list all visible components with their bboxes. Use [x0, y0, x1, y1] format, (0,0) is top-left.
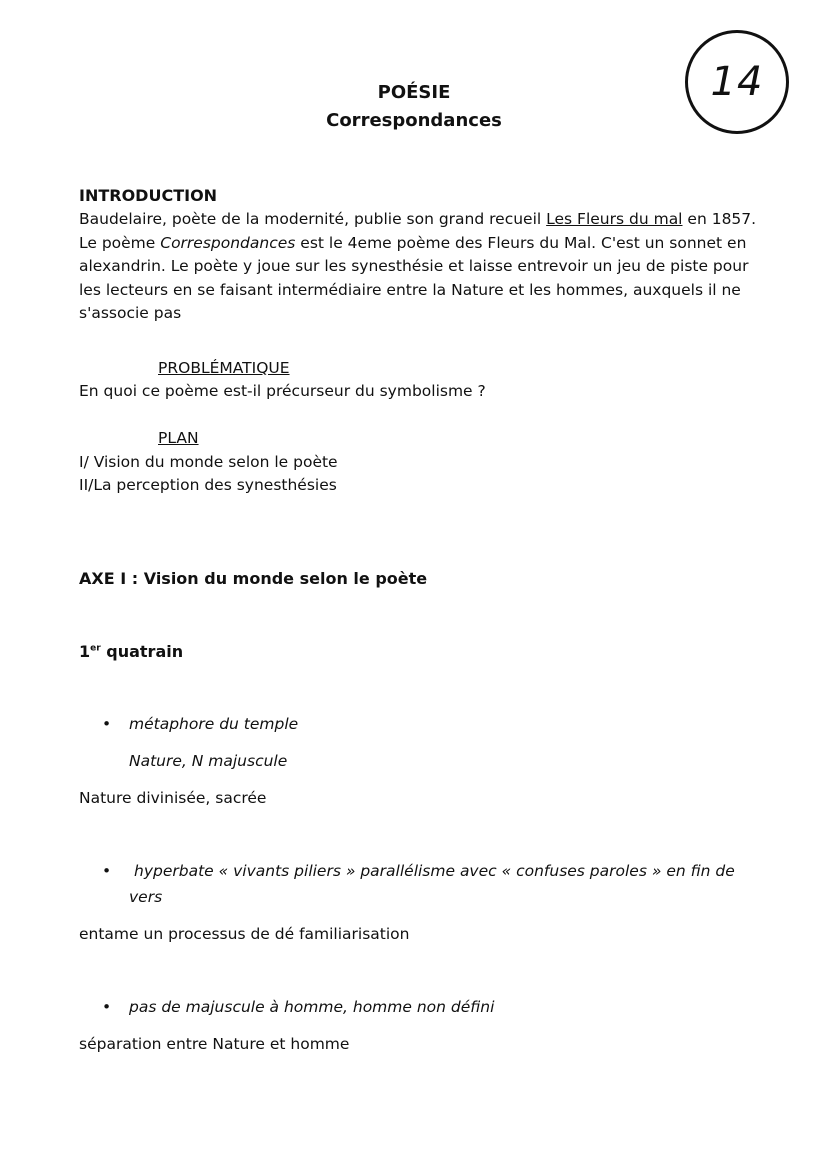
bullet-icon: • [102, 862, 112, 880]
plan-item: II/La perception des synesthésies [79, 476, 337, 494]
intro-text-1: Baudelaire, poète de la modernité, publie son grand recueil [79, 210, 547, 228]
note: entame un processus de dé familiarisation [79, 925, 410, 943]
intro-text-2: en 1857. [682, 210, 757, 228]
introduction-heading: INTRODUCTION [79, 186, 218, 205]
note: séparation entre Nature et homme [79, 1035, 350, 1053]
problematique-question: En quoi ce poème est-il précurseur du symbolisme ? [79, 382, 486, 400]
bullet-item-continuation: vers [129, 888, 163, 906]
bullet-subitem: Nature, N majuscule [129, 752, 288, 770]
page-title: POÉSIE [377, 82, 451, 103]
bullet-item: métaphore du temple [129, 715, 299, 733]
bullet-icon: • [102, 998, 112, 1016]
axe1-heading: AXE I : Vision du monde selon le poète [79, 569, 428, 588]
intro-text-4: est le 4eme poème des Fleurs du Mal. C'est un sonnet en alexandrin. Le poète y joue sur les synesthésie et laisse entrevoir un jeu de piste pour les lecteurs en se faisant intermédiaire entre la Nature et les hommes, auxquels il ne s'associe pas [79, 233, 749, 322]
intro-text-3: Le poème [79, 233, 161, 252]
bullet-item: hyperbate « vivants piliers » parallélisme avec « confuses paroles » en fin de [134, 862, 735, 880]
bullet-icon: • [102, 715, 112, 733]
quatrain-heading [79, 642, 183, 661]
plan-heading: PLAN [158, 429, 199, 447]
book-title: Les Fleurs du mal [546, 210, 683, 228]
problematique-heading: PROBLÉMATIQUE [158, 359, 290, 377]
quatrain-number: 1 [79, 642, 91, 661]
quatrain-label: quatrain [100, 642, 184, 661]
page-subtitle: Correspondances [326, 110, 502, 131]
introduction-paragraph [79, 208, 759, 326]
page-number-badge: 14 [685, 30, 789, 134]
plan-item: I/ Vision du monde selon le poète [79, 453, 338, 471]
poem-title: Correspondances [160, 233, 296, 252]
bullet-item: pas de majuscule à homme, homme non défini [129, 998, 495, 1016]
note: Nature divinisée, sacrée [79, 789, 267, 807]
quatrain-superscript: er [90, 643, 101, 654]
